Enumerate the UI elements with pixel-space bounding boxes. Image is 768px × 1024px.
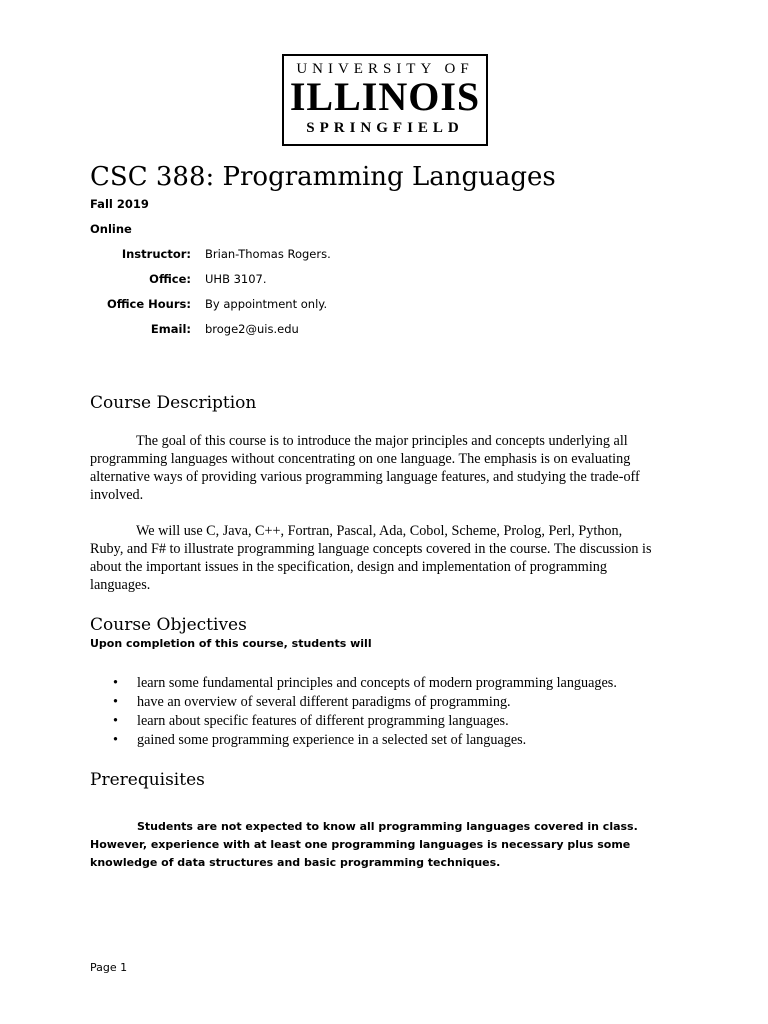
objective-text: gained some programming experience in a selected set of languages. — [137, 732, 527, 748]
logo-line-illinois: ILLINOIS — [289, 74, 481, 119]
objectives-intro: Upon completion of this course, students will — [90, 637, 372, 650]
list-item — [90, 712, 617, 731]
list-item — [90, 693, 617, 712]
course-description-heading: Course Description — [90, 393, 257, 413]
info-label: Office Hours: — [106, 297, 191, 311]
course-mode: Online — [90, 222, 132, 236]
info-label: Instructor: — [121, 247, 191, 261]
info-value: broge2@uis.edu — [205, 322, 299, 336]
info-value: By appointment only. — [205, 297, 328, 311]
logo-line-university-of: UNIVERSITY OF — [296, 61, 474, 77]
course-term: Fall 2019 — [90, 197, 149, 211]
bullet-icon: • — [113, 713, 118, 729]
info-value: UHB 3107. — [205, 272, 267, 286]
course-objectives-heading: Course Objectives — [90, 615, 247, 635]
university-logo — [282, 54, 488, 146]
objectives-list — [90, 674, 617, 750]
objective-text: learn some fundamental principles and concepts of modern programming languages. — [137, 675, 617, 691]
course-title: CSC 388: Programming Languages — [90, 162, 556, 192]
description-paragraph: The goal of this course is to introduce the major principles and concepts underlying all programming languages without concentrating on one language. The emphasis is on evaluating alternative ways of providing various programming language features, and studying the trade-off involved. — [90, 433, 640, 503]
info-label: Email: — [150, 322, 191, 336]
list-item — [90, 674, 617, 693]
info-label: Office: — [149, 272, 191, 286]
prerequisites-text: Students are not expected to know all programming languages covered in class. However, experience with at least one programming languages is necessary plus some knowledge of data structures and basic programming techniques. — [90, 820, 638, 869]
info-value: Brian-Thomas Rogers. — [205, 247, 331, 261]
description-paragraph: We will use C, Java, C++, Fortran, Pascal, Ada, Cobol, Scheme, Prolog, Perl, Python, Ruby, and F# to illustrate programming language concepts covered in the course. The discussion is about the important issues in the specification, design and implementation of programming languages. — [90, 523, 652, 593]
logo-line-springfield: SPRINGFIELD — [306, 120, 464, 136]
objective-text: learn about specific features of different programming languages. — [137, 713, 509, 729]
bullet-icon: • — [113, 675, 118, 691]
objective-text: have an overview of several different paradigms of programming. — [137, 694, 511, 710]
bullet-icon: • — [113, 732, 118, 748]
page-number: Page 1 — [90, 961, 128, 974]
list-item — [90, 731, 617, 750]
prerequisites-heading: Prerequisites — [90, 770, 205, 790]
bullet-icon: • — [113, 694, 118, 710]
